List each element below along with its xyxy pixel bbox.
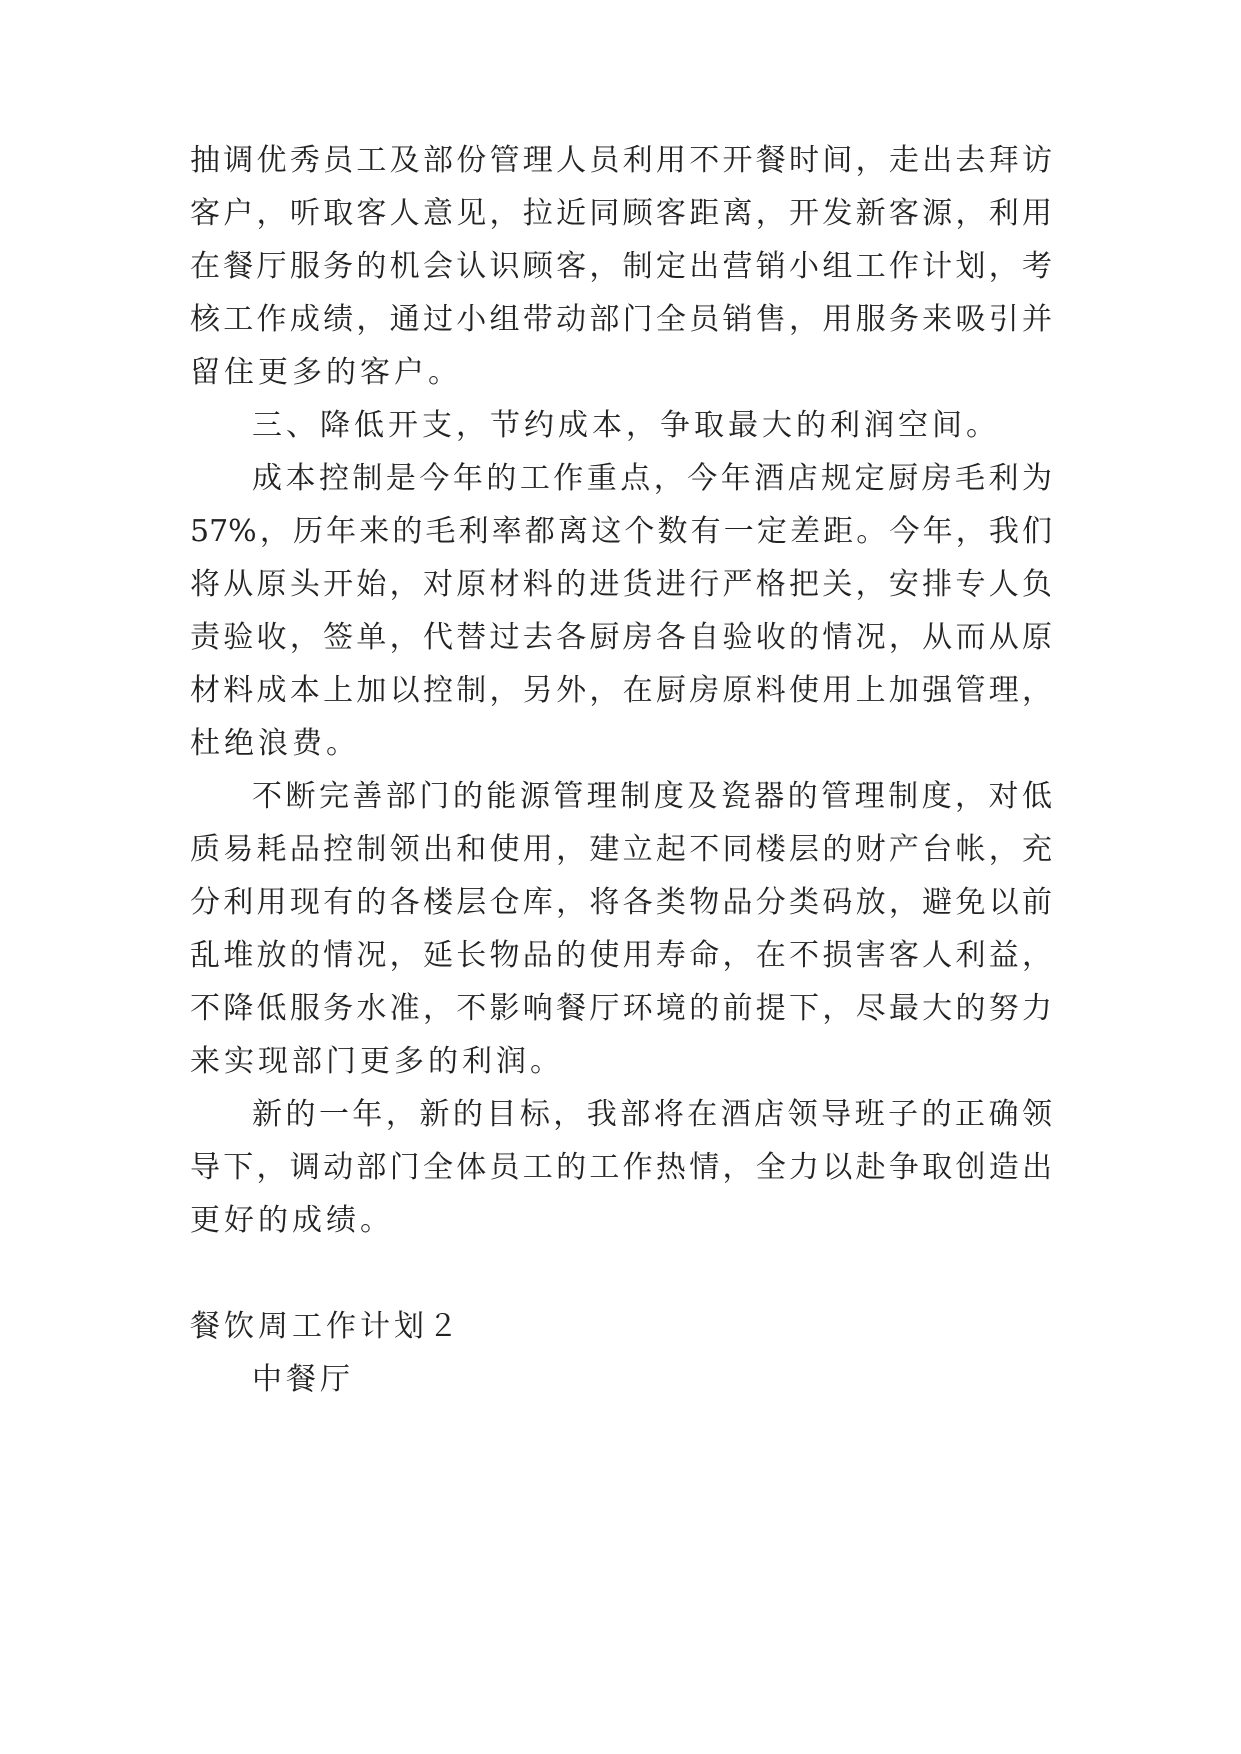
text-line: 不降低服务水准，不影响餐厅环境的前提下，尽最大的努力 (190, 991, 1052, 1026)
text-line: 抽调优秀员工及部份管理人员利用不开餐时间，走出去拜访 (190, 143, 1052, 178)
text-line: 责验收，签单，代替过去各厨房各自验收的情况，从而从原 (190, 620, 1052, 655)
text-line: 质易耗品控制领出和使用，建立起不同楼层的财产台帐，充 (190, 832, 1052, 867)
text-line: 来实现部门更多的利润。 (190, 1044, 564, 1079)
text-line: 更好的成绩。 (190, 1203, 394, 1238)
document-body (190, 134, 1052, 1406)
text-line: 将从原头开始，对原材料的进货进行严格把关，安排专人负 (190, 567, 1052, 602)
text-line: 三、降低开支，节约成本，争取最大的利润空间。 (252, 408, 1000, 443)
text-line: 客户，听取客人意见，拉近同顾客距离，开发新客源，利用 (190, 196, 1052, 231)
text-line: 材料成本上加以控制，另外，在厨房原料使用上加强管理， (190, 673, 1052, 708)
text-line: 留住更多的客户。 (190, 355, 462, 390)
text-line: 导下，调动部门全体员工的工作热情，全力以赴争取创造出 (190, 1150, 1052, 1185)
text-line: 杜绝浪费。 (190, 726, 360, 761)
text-line: 新的一年，新的目标，我部将在酒店领导班子的正确领 (252, 1097, 1052, 1132)
paragraph-cost-control (190, 452, 1052, 770)
text-line: 成本控制是今年的工作重点，今年酒店规定厨房毛利为 (252, 461, 1052, 496)
text-line: 核工作成绩，通过小组带动部门全员销售，用服务来吸引并 (190, 302, 1052, 337)
paragraph-management-system (190, 770, 1052, 1088)
paragraph-section-three-title (190, 399, 1052, 452)
blank-line (190, 1247, 1052, 1300)
section-heading: 餐饮周工作计划２ (190, 1309, 462, 1344)
text-line: 分利用现有的各楼层仓库，将各类物品分类码放，避免以前 (190, 885, 1052, 920)
text-line: 在餐厅服务的机会认识顾客，制定出营销小组工作计划，考 (190, 249, 1052, 284)
paragraph-new-year-goals (190, 1088, 1052, 1247)
text-line: 乱堆放的情况，延长物品的使用寿命，在不损害客人利益， (190, 938, 1052, 973)
text-line: 57%，历年来的毛利率都离这个数有一定差距。今年，我们 (190, 514, 1052, 549)
paragraph-continuation (190, 134, 1052, 399)
subheading: 中餐厅 (252, 1362, 354, 1397)
text-line: 不断完善部门的能源管理制度及瓷器的管理制度，对低 (252, 779, 1052, 814)
